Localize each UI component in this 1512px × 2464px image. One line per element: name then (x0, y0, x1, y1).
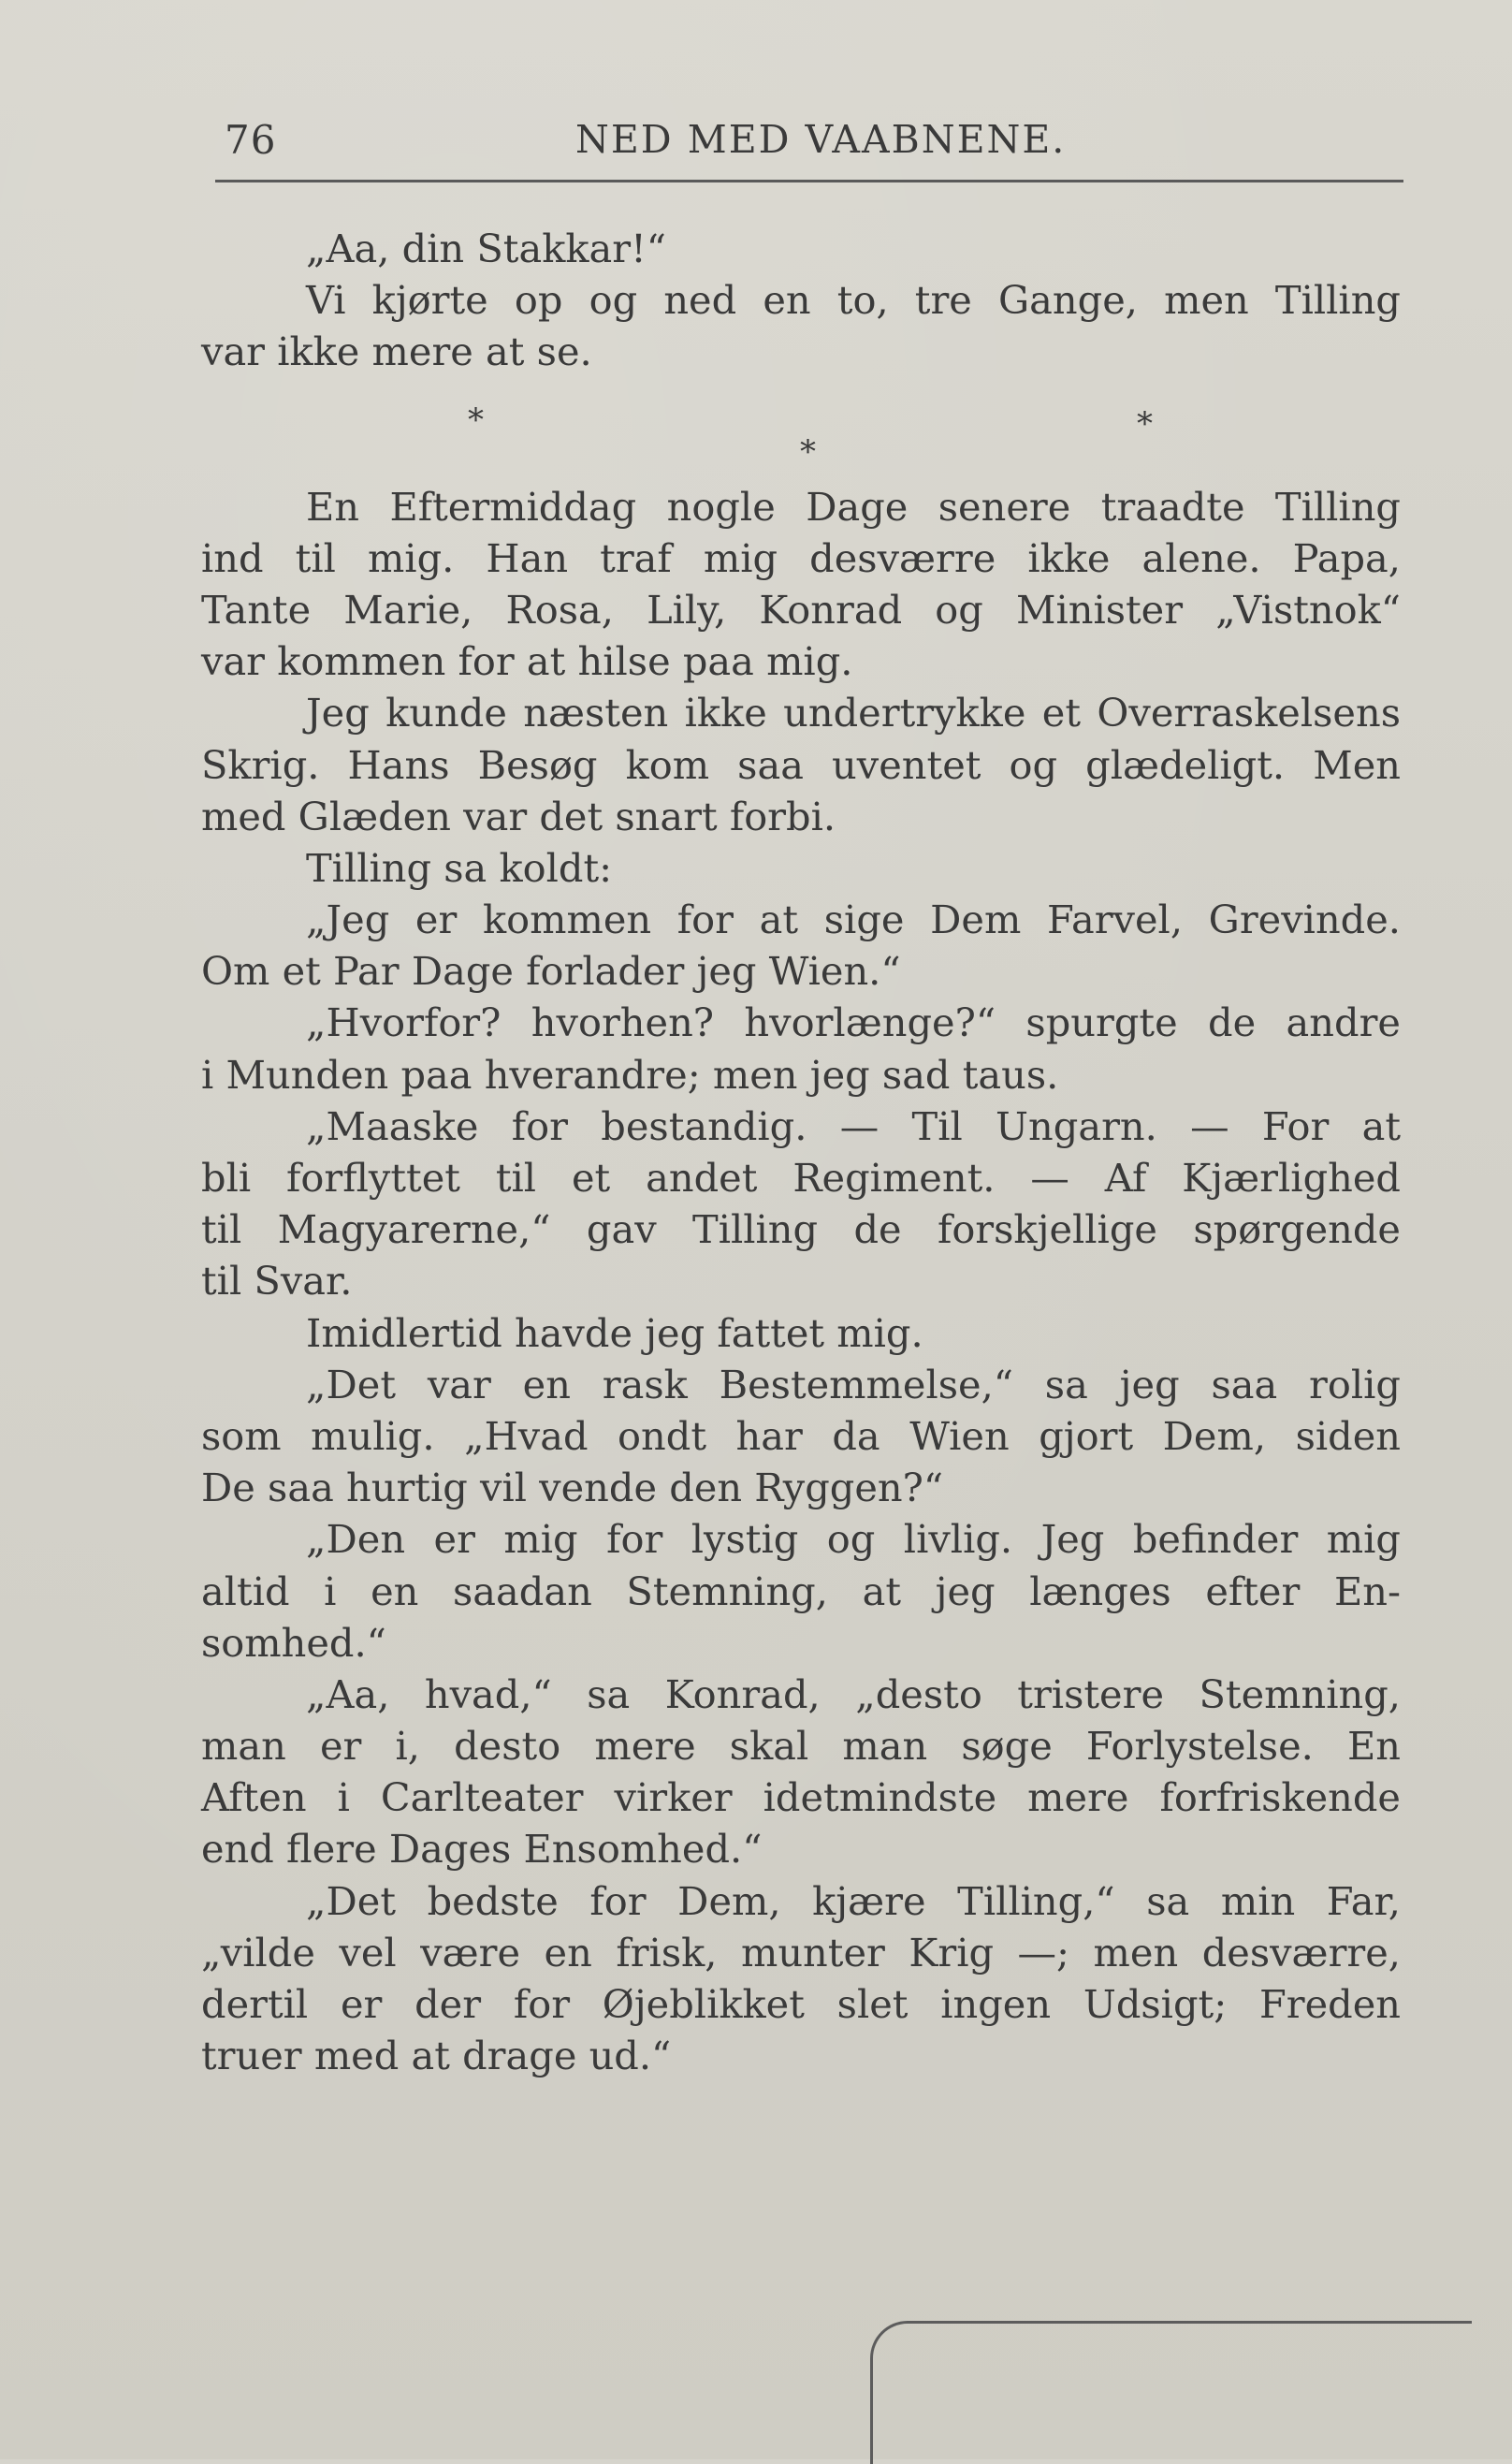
text-line: til Magyarerne,“ gav Tilling de forskjellige spørgende (201, 1206, 1401, 1253)
text-line: Vi kjørte op og ned en to, tre Gange, men Tilling (306, 277, 1401, 324)
text-line: altid i en saadan Stemning, at jeg længes efter En- (201, 1567, 1401, 1614)
page-number: 76 (225, 117, 277, 163)
page-header (215, 117, 1403, 182)
text-line: med Glæden var det snart forbi. (201, 793, 836, 839)
binding-edge-mark (870, 2321, 1472, 2464)
text-line: end flere Dages Ensomhed.“ (201, 1826, 763, 1873)
text-line: var ikke mere at se. (201, 328, 592, 375)
text-line: ind til mig. Han traf mig desværre ikke alene. Papa, (201, 534, 1401, 581)
text-line: var kommen for at hilse paa mig. (201, 638, 853, 685)
text-line: bli forflyttet til et andet Regiment. — Af Kjærlighed (201, 1155, 1401, 1201)
asterisk: * (800, 432, 816, 471)
text-line: „Maaske for bestandig. — Til Ungarn. — For at (306, 1102, 1401, 1149)
text-line: „Jeg er kommen for at sige Dem Farvel, Grevinde. (306, 897, 1401, 943)
text-line: „Aa, din Stakkar!“ (306, 226, 666, 271)
text-line: truer med at drage ud.“ (201, 2033, 672, 2079)
body-text (201, 223, 1401, 2081)
text-line: som mulig. „Hvad ondt har da Wien gjort Dem, siden (201, 1412, 1401, 1459)
text-line: „Det var en rask Bestemmelse,“ sa jeg saa rolig (306, 1361, 1401, 1407)
text-line: „Aa, hvad,“ sa Konrad, „desto tristere Stemning, (306, 1670, 1401, 1717)
text-line: man er i, desto mere skal man søge Forlystelse. En (201, 1723, 1401, 1770)
running-head: NED MED VAABNENE. (575, 117, 1067, 162)
text-line: En Eftermiddag nogle Dage senere traadte Tilling (306, 483, 1401, 530)
text-line: somhed.“ (201, 1619, 386, 1666)
asterisk: * (468, 401, 484, 439)
section-break-asterisms (201, 378, 1401, 481)
text-line: Aften i Carlteater virker idetmindste mere forfriskende (201, 1774, 1401, 1821)
text-line: Skrig. Hans Besøg kom saa uventet og glædeligt. Men (201, 741, 1401, 788)
text-line: i Munden paa hverandre; men jeg sad taus. (201, 1051, 1059, 1098)
text-line: „Hvorfor? hvorhen? hvorlænge?“ spurgte de andre (306, 999, 1401, 1046)
header-rule (215, 180, 1403, 182)
text-line: Tante Marie, Rosa, Lily, Konrad og Minister „Vistnok“ (201, 586, 1401, 633)
text-line: til Svar. (201, 1258, 353, 1305)
text-line: Imidlertid havde jeg fattet mig. (306, 1309, 923, 1356)
text-line: „vilde vel være en frisk, munter Krig —; men desværre, (201, 1929, 1401, 1976)
text-line: „Den er mig for lystig og livlig. Jeg befinder mig (306, 1516, 1401, 1563)
text-line: Om et Par Dage forlader jeg Wien.“ (201, 948, 901, 995)
asterisk: * (1137, 404, 1153, 443)
text-line: dertil er der for Øjeblikket slet ingen Udsigt; Freden (201, 1981, 1401, 2027)
text-line: Tilling sa koldt: (306, 844, 613, 891)
text-line: Jeg kunde næsten ikke undertrykke et Overraskelsens (306, 690, 1401, 736)
text-line: De saa hurtig vil vende den Ryggen?“ (201, 1465, 944, 1511)
text-line: „Det bedste for Dem, kjære Tilling,“ sa min Far, (306, 1877, 1401, 1924)
